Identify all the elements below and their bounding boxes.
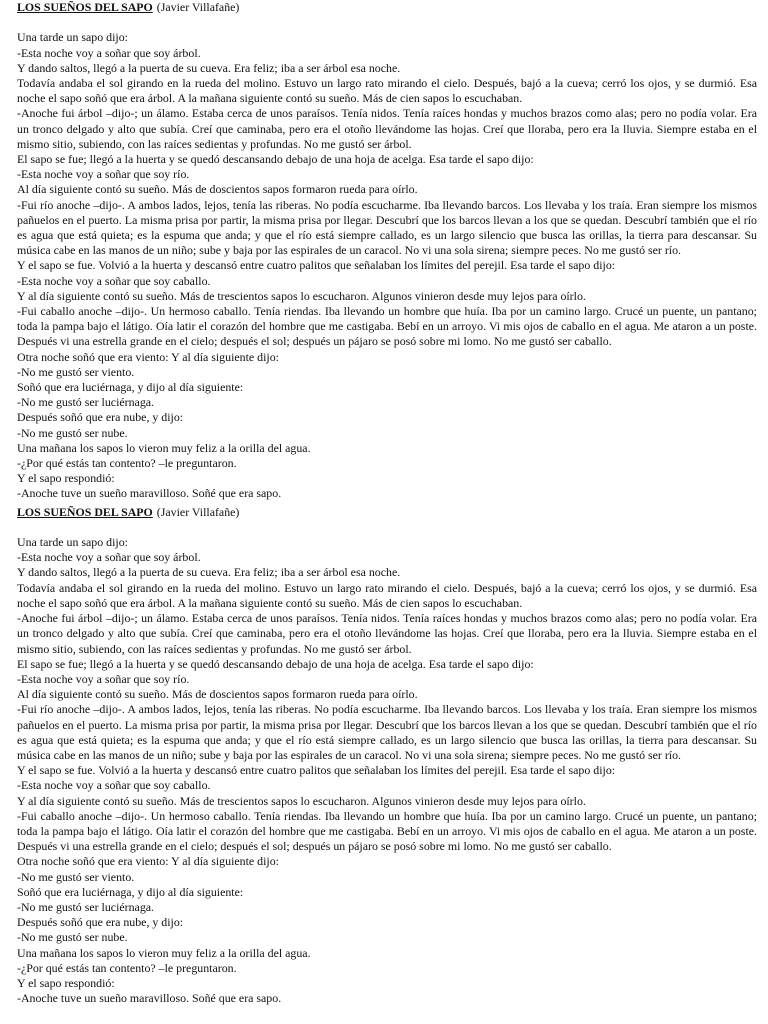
- story-paragraph: -No me gustó ser nube.: [17, 425, 128, 440]
- story-paragraph: -No me gustó ser luciérnaga.: [17, 899, 155, 914]
- story-paragraph: Y al día siguiente contó su sueño. Más de trescientos sapos lo escucharon. Algunos vinieron desde muy lejos para oírlo.: [17, 288, 586, 303]
- story-title: LOS SUEÑOS DEL SAPO: [17, 504, 153, 519]
- story-paragraph: -Esta noche voy a soñar que soy árbol.: [17, 45, 201, 60]
- heading-line: [17, 0, 757, 15]
- story-paragraph: Al día siguiente contó su sueño. Más de doscientos sapos formaron rueda para oírlo.: [17, 687, 418, 702]
- story-paragraph: -Esta noche voy a soñar que soy caballo.: [17, 273, 211, 288]
- story-paragraph: Soñó que era luciérnaga, y dijo al día siguiente:: [17, 380, 244, 395]
- story-paragraph: Y el sapo respondió:: [17, 975, 115, 990]
- story-paragraph: Todavía andaba el sol girando en la rueda del molino. Estuvo un largo rato mirando el cielo. Después, bajó a la cueva; cerró los ojos, y se durmió. Esa noche el sapo soñó que era árbol. A la mañana siguiente contó su sueño. Más de cien sapos lo escuchaban.: [17, 76, 757, 106]
- story-paragraph: -No me gustó ser luciérnaga.: [17, 395, 155, 410]
- story-paragraph: -Anoche tuve un sueño maravilloso. Soñé que era sapo.: [17, 991, 282, 1006]
- story-paragraph: Y dando saltos, llegó a la puerta de su cueva. Era feliz; iba a ser árbol esa noche.: [17, 60, 401, 75]
- story-paragraph: Y el sapo se fue. Volvió a la huerta y descansó entre cuatro palitos que señalaban los límites del perejil. Esa tarde el sapo dijo:: [17, 258, 616, 273]
- story-paragraph: El sapo se fue; llegó a la huerta y se quedó descansando debajo de una hoja de acelga. Esa tarde el sapo dijo:: [17, 656, 534, 671]
- story-paragraph: -Anoche fui árbol –dijo-; un álamo. Estaba cerca de unos paraísos. Tenía nidos. Tenía raíces hondas y muchos brazos como alas; pero no podía volar. Era un tronco delgado y alto que subía. Creí que caminaba, pero era el otoño llevándome las hojas. Creí que lloraba, pero era la lluvia. Siempre estaba en el mismo sitio, subiendo, con las raíces sedientas y profundas. No me gustó ser árbol.: [17, 106, 757, 151]
- story-paragraph: -No me gustó ser nube.: [17, 930, 128, 945]
- story-copy-second: [17, 505, 757, 1007]
- story-paragraph: Una mañana los sapos lo vieron muy feliz a la orilla del agua.: [17, 945, 311, 960]
- story-paragraph: Una mañana los sapos lo vieron muy feliz a la orilla del agua.: [17, 440, 311, 455]
- story-paragraph: -No me gustó ser viento.: [17, 869, 135, 884]
- story-paragraph: -Anoche fui árbol –dijo-; un álamo. Estaba cerca de unos paraísos. Tenía nidos. Tenía raíces hondas y muchos brazos como alas; pero no podía volar. Era un tronco delgado y alto que subía. Creí que caminaba, pero era el otoño llevándome las hojas. Creí que lloraba, pero era la lluvia. Siempre estaba en el mismo sitio, subiendo, con las raíces sedientas y profundas. No me gustó ser árbol.: [17, 611, 757, 656]
- story-paragraph: -Esta noche voy a soñar que soy árbol.: [17, 550, 201, 565]
- story-body: [17, 30, 757, 501]
- story-paragraph: Al día siguiente contó su sueño. Más de doscientos sapos formaron rueda para oírlo.: [17, 182, 418, 197]
- story-title: LOS SUEÑOS DEL SAPO: [17, 0, 153, 14]
- story-body: [17, 535, 757, 1006]
- story-paragraph: -Esta noche voy a soñar que soy río.: [17, 167, 190, 182]
- story-paragraph: Después soñó que era nube, y dijo:: [17, 915, 184, 930]
- story-paragraph: Después soñó que era nube, y dijo:: [17, 410, 184, 425]
- story-paragraph: -Anoche tuve un sueño maravilloso. Soñé que era sapo.: [17, 486, 282, 501]
- story-paragraph: Soñó que era luciérnaga, y dijo al día siguiente:: [17, 884, 244, 899]
- heading-line: [17, 505, 757, 520]
- story-paragraph: -Fui río anoche –dijo-. A ambos lados, lejos, tenía las riberas. No podía escucharme. Iba llevando barcos. Los llevaba y los traía. Eran siempre los mismos pañuelos en el puerto. La misma prisa por partir, la misma prisa por llegar. Descubrí que los barcos llevan a los que se quedan. Descubrí también que el río es agua que está quieta; es la espuma que anda; y que el río está siempre callado, es un largo silencio que busca las orillas, la tierra para descansar. Su música cabe en las manos de un niño; sube y baja por las espirales de un caracol. No vi una sola sirena; siempre peces. No me gustó ser río.: [17, 702, 757, 762]
- story-paragraph: Y el sapo se fue. Volvió a la huerta y descansó entre cuatro palitos que señalaban los límites del perejil. Esa tarde el sapo dijo:: [17, 763, 616, 778]
- story-author: (Javier Villafañe): [156, 0, 240, 14]
- story-paragraph: -No me gustó ser viento.: [17, 364, 135, 379]
- story-paragraph: -Fui río anoche –dijo-. A ambos lados, lejos, tenía las riberas. No podía escucharme. Iba llevando barcos. Los llevaba y los traía. Eran siempre los mismos pañuelos en el puerto. La misma prisa por partir, la misma prisa por llegar. Descubrí que los barcos llevan a los que se quedan. Descubrí también que el río es agua que está quieta; es la espuma que anda; y que el río está siempre callado, es un largo silencio que busca las orillas, la tierra para descansar. Su música cabe en las manos de un niño; sube y baja por las espirales de un caracol. No vi una sola sirena; siempre peces. No me gustó ser río.: [17, 197, 757, 258]
- story-paragraph: Y al día siguiente contó su sueño. Más de trescientos sapos lo escucharon. Algunos vinieron desde muy lejos para oírlo.: [17, 793, 586, 808]
- story-paragraph: -Fui caballo anoche –dijo-. Un hermoso caballo. Tenía riendas. Iba llevando un hombre que huía. Iba por un camino largo. Crucé un puente, un pantano; toda la pampa bajo el látigo. Oía latir el corazón del hombre que me castigaba. Bebí en un arroyo. Vi mis ojos de caballo en el agua. Me ataron a un poste. Después vi una estrella grande en el cielo; después el sol; después un pájaro se posó sobre mi lomo. No me gustó ser caballo.: [17, 304, 757, 349]
- story-paragraph: El sapo se fue; llegó a la huerta y se quedó descansando debajo de una hoja de acelga. Esa tarde el sapo dijo:: [17, 152, 534, 167]
- story-paragraph: Y dando saltos, llegó a la puerta de su cueva. Era feliz; iba a ser árbol esa noche.: [17, 565, 401, 580]
- story-paragraph: -Esta noche voy a soñar que soy río.: [17, 671, 190, 686]
- story-paragraph: Una tarde un sapo dijo:: [17, 30, 128, 45]
- story-paragraph: Otra noche soñó que era viento: Y al día siguiente dijo:: [17, 854, 279, 869]
- story-paragraph: -Fui caballo anoche –dijo-. Un hermoso caballo. Tenía riendas. Iba llevando un hombre que huía. Iba por un camino largo. Crucé un puente, un pantano; toda la pampa bajo el látigo. Oía latir el corazón del hombre que me castigaba. Bebí en un arroyo. Vi mis ojos de caballo en el agua. Me ataron a un poste. Después vi una estrella grande en el cielo; después el sol; después un pájaro se posó sobre mi lomo. No me gustó ser caballo.: [17, 808, 757, 854]
- story-paragraph: Todavía andaba el sol girando en la rueda del molino. Estuvo un largo rato mirando el cielo. Después, bajó a la cueva; cerró los ojos, y se durmió. Esa noche el sapo soñó que era árbol. A la mañana siguiente contó su sueño. Más de cien sapos lo escuchaban.: [17, 580, 757, 610]
- story-paragraph: Otra noche soñó que era viento: Y al día siguiente dijo:: [17, 349, 279, 364]
- story-paragraph: Y el sapo respondió:: [17, 471, 115, 486]
- story-paragraph: -Esta noche voy a soñar que soy caballo.: [17, 778, 211, 793]
- story-copy-first: [17, 0, 757, 502]
- blank-line: [17, 520, 757, 535]
- blank-line: [17, 15, 757, 30]
- story-paragraph: Una tarde un sapo dijo:: [17, 535, 128, 550]
- document-page: [17, 0, 757, 1006]
- story-paragraph: -¿Por qué estás tan contento? –le preguntaron.: [17, 960, 237, 975]
- story-author: (Javier Villafañe): [156, 504, 240, 519]
- story-paragraph: -¿Por qué estás tan contento? –le preguntaron.: [17, 456, 237, 471]
